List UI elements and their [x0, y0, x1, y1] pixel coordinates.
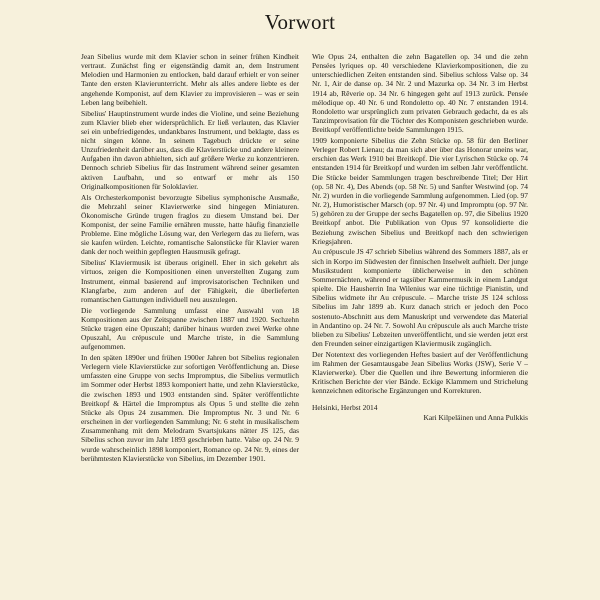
paragraph: Sibelius' Klaviermusik ist überaus originell. Eher in sich gekehrt als virtuos, zeigen die Kompositionen einen unverstellten Zugang zum Instrument, einmal basierend auf improvisatorischen Techniken und Klangfarbe, zum anderen auf der Fähigkeit, die überlieferten romantischen Gattungen individuell neu auszulegen. [81, 258, 299, 304]
paragraph: Als Orchesterkomponist bevorzugte Sibelius symphonische Ausmaße, die Mehrzahl seiner Klavierwerke sind hingegen Miniaturen. Ökonomische Gründe trugen fraglos zu diesem Umstand bei. Der Komponist, der seine Familie ernähren musste, hatte häufig finanzielle Probleme. Eine mögliche Lösung war, den Verlegern das zu liefern, was sie kaufen würden. Leichte, romantische Salonstücke für Klavier waren dank der noch weithin gepflegten Hausmusik gefragt. [81, 192, 299, 257]
right-column [312, 52, 528, 422]
place-date: Helsinki, Herbst 2014 [312, 402, 378, 412]
paragraph: Sibelius' Hauptinstrument wurde indes die Violine, und seine Beziehung zum Klavier blieb eher widersprüchlich. Er ließ verlauten, das Klavier sei ein unbefriedigendes, undankbares Instrument, und beklagte, dass es nicht singen könne. In seinem Tagebuch drückte er seine Unzufriedenheit darüber aus, dass die Klavierstücke und andere kleinere Aufgaben ihn davon abhielten, sich auf größere Werke zu konzentrieren. Dennoch schrieb Sibelius für das Instrument während seiner gesamten aktiven Laufbahn, und so entwarf er mehr als 150 Originalkompositionen für Soloklavier. [81, 108, 299, 191]
paragraph: Au crépuscule JS 47 schrieb Sibelius während des Sommers 1887, als er sich in Korpo im Südwesten der finnischen Inselwelt aufhielt. Der junge Musikstudent komponierte üblicherweise in den schönen Sommernächten, während er tagsüber Kammermusik in einem Landgut spielte. Die Hausherrin Ina Wilenius war eine tüchtige Pianistin, und Sibelius widmete ihr Au crépuscule. – Marche triste JS 124 schloss Sibelius im Jahr 1899 ab. Kurz danach strich er jedoch den Poco sostenuto-Abschnitt aus dem Manuskript und verwendete das Material in Andantino op. 24 Nr. 7. Sowohl Au crépuscule als auch Marche triste blieben zu Sibelius' Lebzeiten unveröffentlicht, und sie werden jetzt erst den Freunden seiner einzigartigen Klaviermusik zugänglich. [312, 247, 528, 349]
paragraph: Der Notentext des vorliegenden Heftes basiert auf der Veröffentlichung im Rahmen der Gesamtausgabe Jean Sibelius Works (JSW), Serie V – Klavierwerke). Über die Quellen und ihre Bewertung informieren die Kritischen Berichte der vier Bände. Eckige Klammern und Strichelung kennzeichnen editorische Ergänzungen und Korrekturen. [312, 349, 528, 396]
paragraph: Jean Sibelius wurde mit dem Klavier schon in seiner frühen Kindheit vertraut. Zunächst fing er eigenständig damit an, dem Instrument Melodien und Harmonien zu entlocken, bald darauf erhielt er von seiner Tante den ersten Klavierunterricht. Mehr als alles andere liebte es der angehende Komponist, auf dem Klavier zu improvisieren – was er sein Leben lang beibehielt. [81, 52, 299, 107]
paragraph: In den späten 1890er und frühen 1900er Jahren bot Sibelius regionalen Verlegern viele Klavierstücke zur sofortigen Veröffentlichung an. Diese umfassten eine Gruppe von sechs Impromptus, die Sibelius vermutlich im Sommer oder Herbst 1893 komponiert hatte, und zehn Klavierstücke, die zwischen 1893 und 1903 entstanden sind. Später veröffentlichte Breitkopf & Härtel die Impromptus als Opus 5 und stellte die zehn Stücke als Opus 24 zusammen. Die Impromptus Nr. 3 und Nr. 6 erscheinen in der vorliegenden Sammlung; Nr. 6 steht in musikalischem Zusammenhang mit dem Melodram Svartsjukans nätter JS 125, das Sibelius schon zuvor im Jahr 1893 geschrieben hatte. Valse op. 24 Nr. 9 wurde wahrscheinlich 1898 komponiert, Romance op. 24 Nr. 9, eines der berühmtesten Klavierstücke von Sibelius, im Dezember 1901. [81, 352, 299, 463]
page-title: Vorwort [264, 10, 336, 34]
paragraph: 1909 komponierte Sibelius die Zehn Stücke op. 58 für den Berliner Verleger Robert Lienau; da man sich aber über das Honorar uneins war, erschien das Werk 1910 bei Breitkopf. Die vier Lyrischen Stücke op. 74 entstanden 1914 für Breitkopf und wurden im selben Jahr veröffentlicht. Die Stücke beider Sammlungen tragen beschreibende Titel; Der Hirt (op. 58 Nr. 4), Des Abends (op. 58 Nr. 5) und Sanfter Westwind (op. 74 Nr. 2) wurden in die vorliegende Sammlung aufgenommen. Lied (op. 97 Nr. 2), Humoristischer Marsch (op. 97 Nr. 4) und Impromptu (op. 97 Nr. 5) gehören zu der Gruppe der sechs Bagatellen op. 97, die Sibelius 1920 Breitkopf anbot. Die Publikation von Opus 97 konsolidierte die Beziehung zwischen Sibelius und Breitkopf nach den schwierigen Kriegsjahren. [312, 136, 528, 246]
left-column [81, 52, 299, 463]
paragraph: Die vorliegende Sammlung umfasst eine Auswahl von 18 Kompositionen aus der Zeitspanne zwischen 1887 und 1920. Sechzehn Stücke tragen eine Opuszahl; darüber hinaus wurden zwei Werke ohne Opuszahl, Au crépuscule und Marche triste, in die Sammlung aufgenommen. [81, 305, 299, 352]
authors-signature: Kari Kilpeläinen und Anna Pulkkis [423, 413, 528, 423]
paragraph: Wie Opus 24, enthalten die zehn Bagatellen op. 34 und die zehn Pensées lyriques op. 40 verschiedene Klavierkompositionen, die zu unterschiedlichen Zeiten entstanden sind. Sibelius schloss Valse op. 34 Nr. 1, Air de danse op. 34 Nr. 2 und Mazurka op. 34 Nr. 3 im Herbst 1914 ab, Rêverie op. 34 Nr. 6 hingegen geht auf 1913 zurück. Pensée mélodique op. 40 Nr. 6 und Rondoletto op. 40 Nr. 7 entstanden 1914. Rondoletto war ursprünglich zum privaten Gebrauch gedacht, da es als Tanzimprovisation für die Töchter des Komponisten geschrieben wurde. Breitkopf veröffentlichte beide Sammlungen 1915. [312, 52, 528, 135]
